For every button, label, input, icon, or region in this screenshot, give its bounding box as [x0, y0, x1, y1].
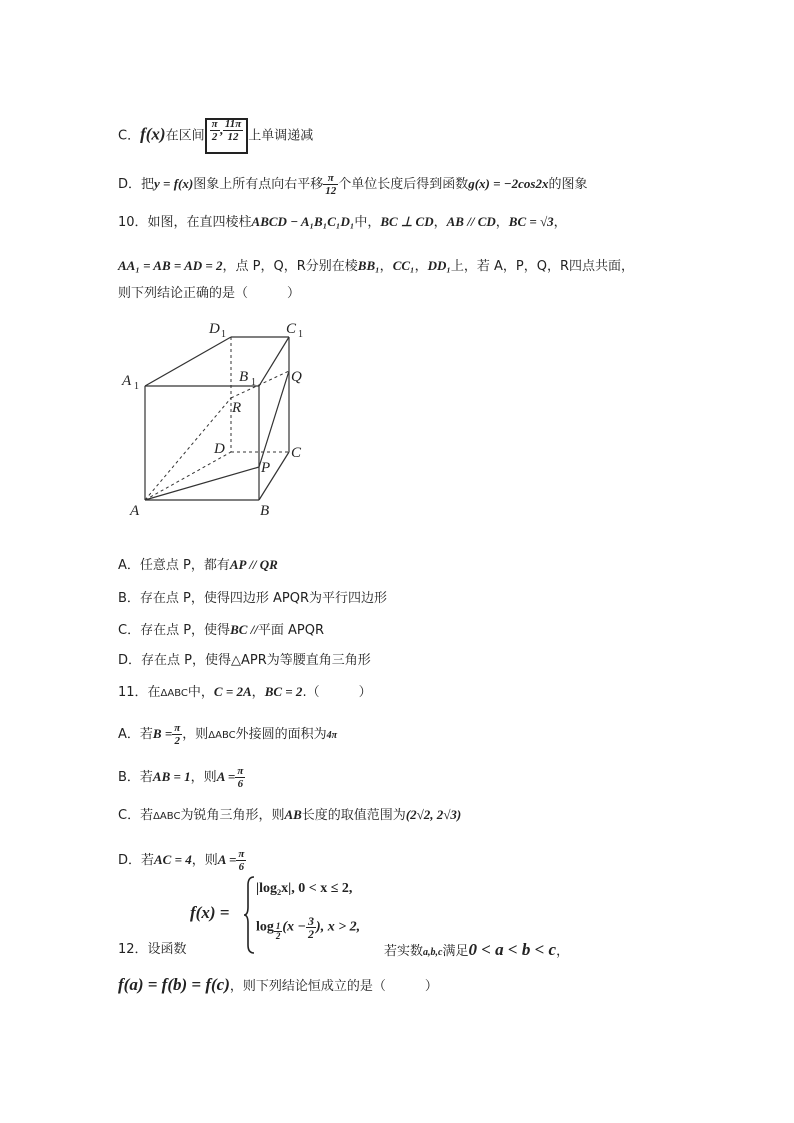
math-expr: BC // — [230, 622, 258, 637]
edge-A1D1 — [145, 337, 231, 386]
q11-option-a: A．若B = $\frac{\pi}{2}$ ，则ΔABC外接圆的面积为4π — [118, 722, 338, 747]
math-expr: g(x) = −2cos2x — [468, 176, 549, 191]
svg-text:1: 1 — [221, 329, 226, 340]
q11-option-c: C．若ΔABC为锐角三角形，则AB长度的取值范围为(2√2, 2√3) — [118, 807, 462, 823]
case-2: log $\frac{1}{2}$ (x − $\frac{3}{2}$ ), x > 2, — [256, 914, 361, 941]
question-11-line: 11．在ΔABC中，C = 2A，BC = 2.（ ） — [118, 684, 372, 700]
edge-C1B1 — [259, 337, 289, 386]
math-expr: f(x) = — [190, 903, 230, 922]
text: 中， — [354, 215, 381, 230]
math-expr: BC = 2 — [264, 684, 303, 699]
label-C: C — [291, 445, 302, 461]
question-10-line: 10．如图，在直四棱柱ABCD − A₁B₁C₁D₁中，BC ⊥ CD，AB // CD，BC = √3， — [118, 214, 567, 230]
question-10-prompt: 则下列结论正确的是（ ） — [118, 286, 301, 301]
text: 在区间 — [165, 128, 205, 144]
text: ，点 P，Q，R分别在棱 — [222, 259, 358, 274]
text: 10．如图，在直四棱柱 — [118, 215, 252, 230]
math-expr: AA₁ = AB = AD = 2 — [118, 258, 223, 273]
math-expr: B = — [152, 726, 173, 741]
text: 个单位长度后得到函数 — [338, 177, 469, 192]
text: 上，若 A，P，Q，R四点共面， — [450, 259, 635, 274]
option-label: C． — [118, 128, 141, 144]
question-12-line-2: f(a) = f(b) = f(c)，则下列结论恒成立的是（ ） — [118, 975, 438, 994]
math-expr: AP // QR — [229, 557, 278, 572]
edge-PQ — [259, 371, 289, 467]
question-12-line: 12．设函数 若实数a,b,c满足0 < a < b < c， — [118, 940, 570, 959]
math-expr: BB₁ — [357, 258, 380, 273]
q10-option-d: D．存在点 P，使得△APR为等腰直角三角形 — [118, 653, 371, 668]
math-expr: a,b,c — [423, 947, 443, 958]
math-expr: AB // CD — [446, 214, 496, 229]
label-R: R — [232, 400, 242, 416]
q10-option-b: B．存在点 P，使得四边形 APQR为平行四边形 — [118, 591, 388, 606]
math-expr: A = — [216, 769, 236, 784]
brace-icon — [244, 875, 256, 955]
edge-AP — [145, 467, 259, 500]
math-expr: BC = √3 — [508, 214, 554, 229]
fraction: $\frac{\pi}{12}$ — [325, 172, 337, 197]
label-A1: A — [122, 373, 132, 389]
text: 图象上所有点向右平移 — [193, 177, 324, 192]
fraction: $\frac{\pi}{6}$ — [238, 848, 245, 873]
q11-option-d: D．若AC = 4，则A = $\frac{\pi}{6}$ — [118, 848, 245, 873]
math-expr: f(a) = f(b) = f(c) — [118, 975, 230, 994]
q10-option-a — [118, 556, 278, 575]
label-A: A — [130, 503, 140, 519]
text: C．存在点 P，使得 — [118, 623, 231, 638]
text: 平面 APQR — [257, 623, 325, 638]
option-c-line — [118, 118, 313, 154]
case-1: |log₂x|, 0 < x ≤ 2, — [256, 881, 353, 896]
math-expr: f(x) — [140, 124, 166, 144]
question-10-line-2: AA₁ = AB = AD = 2，点 P，Q，R分别在棱BB₁，CC₁，DD₁上，若 A，P，Q，R四点共面， — [118, 258, 635, 274]
math-expr: AB — [284, 807, 302, 822]
math-expr: C = 2A — [213, 684, 252, 699]
text: A．任意点 P，都有 — [118, 558, 230, 573]
svg-text:1: 1 — [251, 377, 256, 388]
math-expr: BC ⊥ CD — [380, 214, 434, 229]
math-expr: AB = 1 — [152, 769, 191, 784]
label-P: P — [261, 460, 271, 476]
label-B: B — [260, 503, 270, 519]
triangle-symbol: ΔABC — [160, 688, 188, 699]
text: 的图象 — [548, 177, 588, 192]
math-expr: 0 < a < b < c — [468, 940, 557, 959]
label-D1: D — [209, 321, 220, 337]
math-expr: (2√2, 2√3) — [405, 807, 462, 822]
fraction: $\frac{\pi}{6}$ — [237, 765, 244, 790]
label-C1: C — [286, 321, 297, 337]
math-expr: DD₁ — [427, 258, 451, 273]
option-label: D．把 — [118, 177, 155, 192]
math-expr: A = — [217, 852, 237, 867]
math-expr: y = f(x) — [154, 176, 194, 191]
label-Q: Q — [291, 369, 302, 385]
interval-bracket: $\frac{\pi}{2}$ , $\frac{11\pi}{12}$ — [205, 118, 249, 154]
text: 上单调递减 — [248, 128, 314, 144]
fraction: $\frac{\pi}{2}$ — [174, 722, 181, 747]
fraction: $\frac{\pi}{2}$ — [211, 118, 218, 143]
math-expr: AC = 4 — [154, 852, 192, 867]
option-d-line — [118, 172, 588, 197]
math-expr: CC₁ — [392, 258, 415, 273]
svg-text:1: 1 — [298, 329, 303, 340]
math-expr: 4π — [326, 730, 338, 741]
edge-AD — [145, 452, 231, 500]
svg-text:1: 1 — [134, 381, 139, 392]
prism-figure — [118, 315, 318, 525]
q10-option-c — [118, 621, 324, 640]
label-B1: B — [239, 369, 249, 385]
math-expr: ABCD − A₁B₁C₁D₁ — [251, 214, 355, 229]
fraction: $\frac{11\pi}{12}$ — [224, 118, 242, 143]
label-D: D — [214, 441, 225, 457]
q11-option-b: B．若AB = 1，则A = $\frac{\pi}{6}$ — [118, 765, 244, 790]
